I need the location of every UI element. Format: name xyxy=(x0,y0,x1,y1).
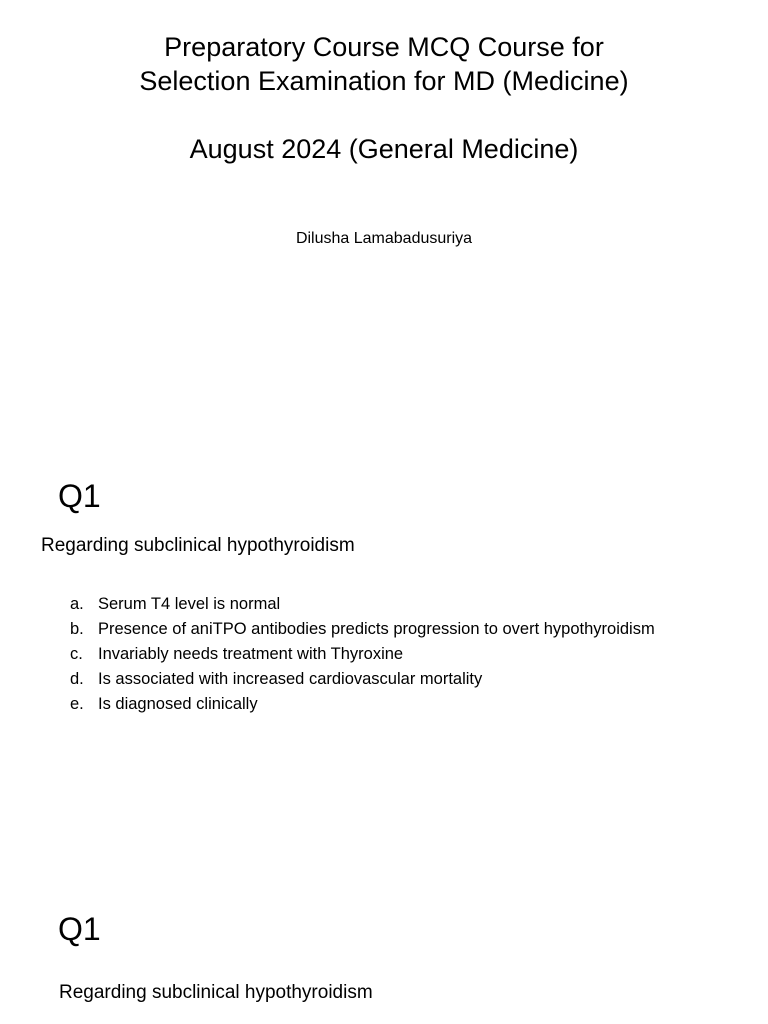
author-name: Dilusha Lamabadusuriya xyxy=(295,230,473,247)
course-title-line-1: Preparatory Course MCQ Course for xyxy=(164,32,604,62)
option-text: Is diagnosed clinically xyxy=(98,695,258,713)
option-text: Invariably needs treatment with Thyroxine xyxy=(98,645,404,663)
answer-option xyxy=(70,594,670,614)
question-heading-repeat: Q1 xyxy=(58,911,101,947)
answer-options-list xyxy=(70,594,670,719)
answer-option xyxy=(70,619,670,639)
course-subtitle: August 2024 (General Medicine) xyxy=(189,134,579,164)
option-letter: b. xyxy=(70,620,84,638)
question-stem-repeat: Regarding subclinical hypothyroidism xyxy=(59,982,373,1003)
course-title-line-2: Selection Examination for MD (Medicine) xyxy=(139,66,629,96)
option-text: Presence of aniTPO antibodies predicts progression to overt hypothyroidism xyxy=(98,620,655,638)
option-letter: a. xyxy=(70,595,84,613)
option-letter: d. xyxy=(70,670,84,688)
option-letter: c. xyxy=(70,645,83,663)
answer-option xyxy=(70,644,670,664)
question-stem: Regarding subclinical hypothyroidism xyxy=(41,535,355,556)
answer-option xyxy=(70,694,670,714)
option-text: Serum T4 level is normal xyxy=(98,595,281,613)
option-text: Is associated with increased cardiovascular mortality xyxy=(98,670,483,688)
option-letter: e. xyxy=(70,695,84,713)
title-block xyxy=(0,30,768,166)
answer-option xyxy=(70,669,670,689)
question-heading: Q1 xyxy=(58,478,101,514)
